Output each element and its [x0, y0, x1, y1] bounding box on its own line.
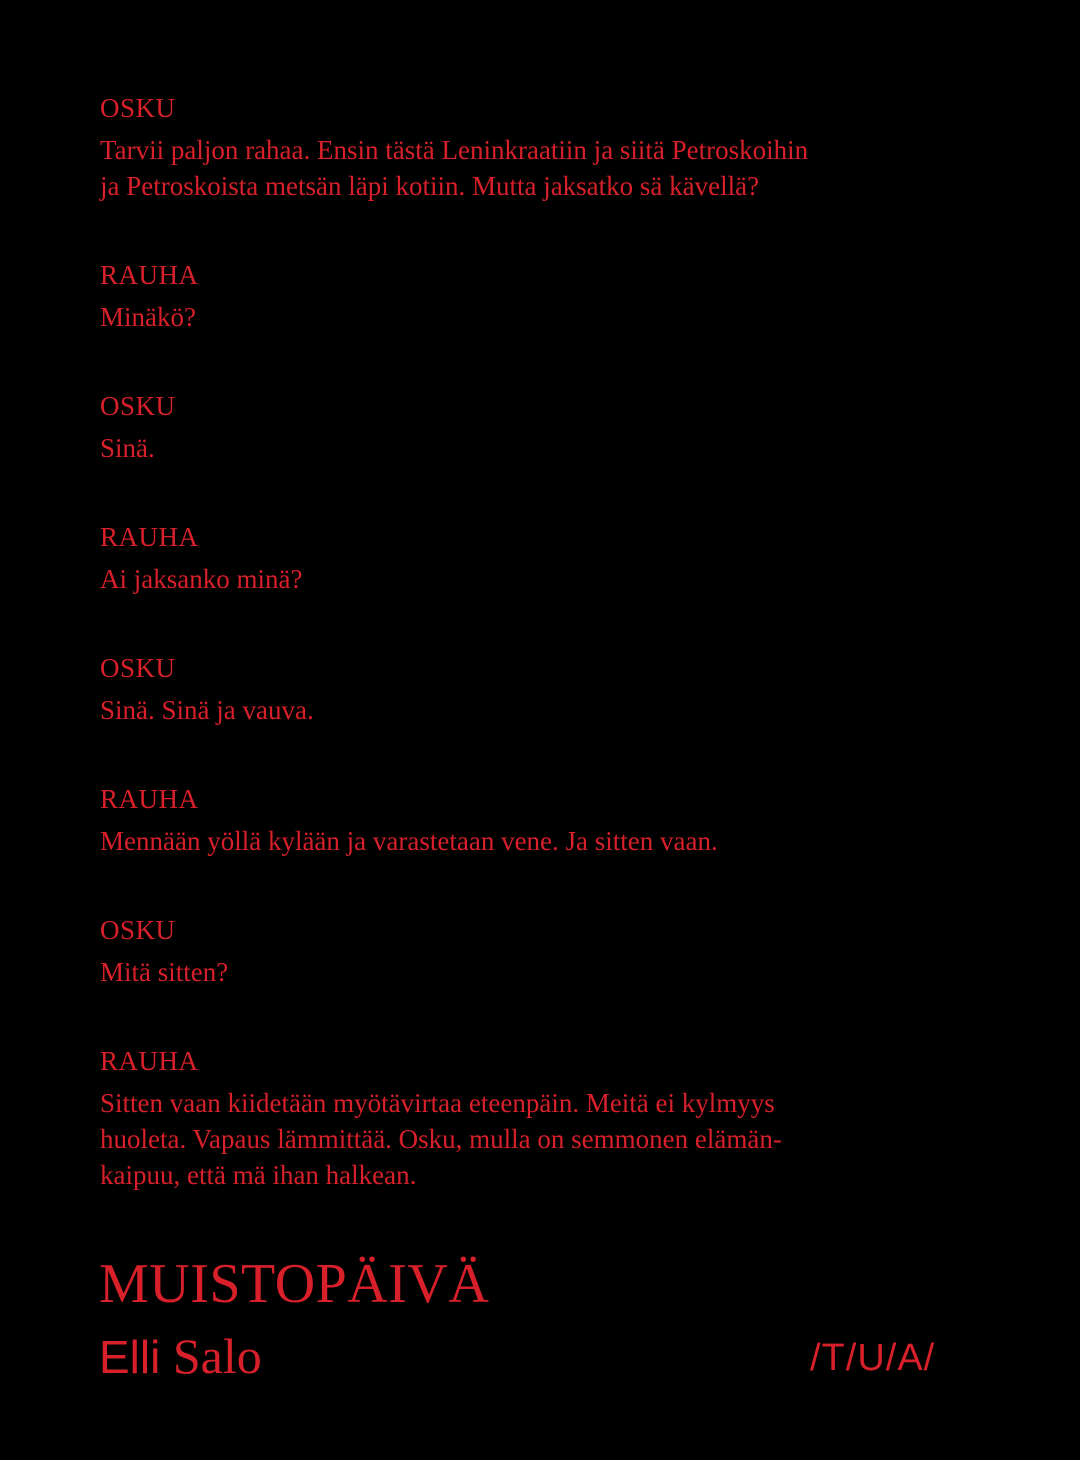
dialog-line: Sinä. [100, 433, 155, 463]
dialog-line: Mennään yöllä kylään ja varastetaan vene. Ja sitten vaan. [100, 826, 718, 856]
dialog-block [100, 517, 808, 597]
dialog-block [100, 386, 808, 466]
dialog-block [100, 255, 808, 335]
dialog-block [100, 910, 808, 990]
author-name [99, 1326, 262, 1387]
speaker-name: OSKU [100, 93, 176, 123]
dialog-block [100, 1041, 808, 1193]
dialog-block [100, 88, 808, 204]
dialog-line: Tarvii paljon rahaa. Ensin tästä Leninkraatiin ja siitä Petroskoihin [100, 135, 809, 165]
speaker-name: OSKU [100, 915, 176, 945]
speaker-name: RAUHA [100, 522, 199, 552]
dialog-line: Mitä sitten? [100, 957, 229, 987]
author-last-name: Salo [172, 1328, 262, 1384]
dialog-line: huoleta. Vapaus lämmittää. Osku, mulla on semmonen elämän- [100, 1124, 782, 1154]
dialog-excerpt [100, 88, 808, 1244]
dialog-block [100, 648, 808, 728]
speaker-name: OSKU [100, 391, 176, 421]
author-first-name: Elli [99, 1331, 161, 1383]
dialog-block [100, 779, 808, 859]
dialog-line: ja Petroskoista metsän läpi kotiin. Mutta jaksatko sä kävellä? [100, 171, 760, 201]
dialog-line: Sitten vaan kiidetään myötävirtaa eteenpäin. Meitä ei kylmyys [100, 1088, 775, 1118]
publisher-logo: /T/U/A/ [810, 1337, 936, 1379]
dialog-line: Sinä. Sinä ja vauva. [100, 695, 314, 725]
speaker-name: RAUHA [100, 784, 199, 814]
dialog-line: kaipuu, että mä ihan halkean. [100, 1160, 417, 1190]
dialog-line: Minäkö? [100, 302, 196, 332]
book-title: MUISTOPÄIVÄ [99, 1253, 490, 1315]
speaker-name: OSKU [100, 653, 176, 683]
speaker-name: RAUHA [100, 260, 199, 290]
dialog-line: Ai jaksanko minä? [100, 564, 303, 594]
speaker-name: RAUHA [100, 1046, 199, 1076]
